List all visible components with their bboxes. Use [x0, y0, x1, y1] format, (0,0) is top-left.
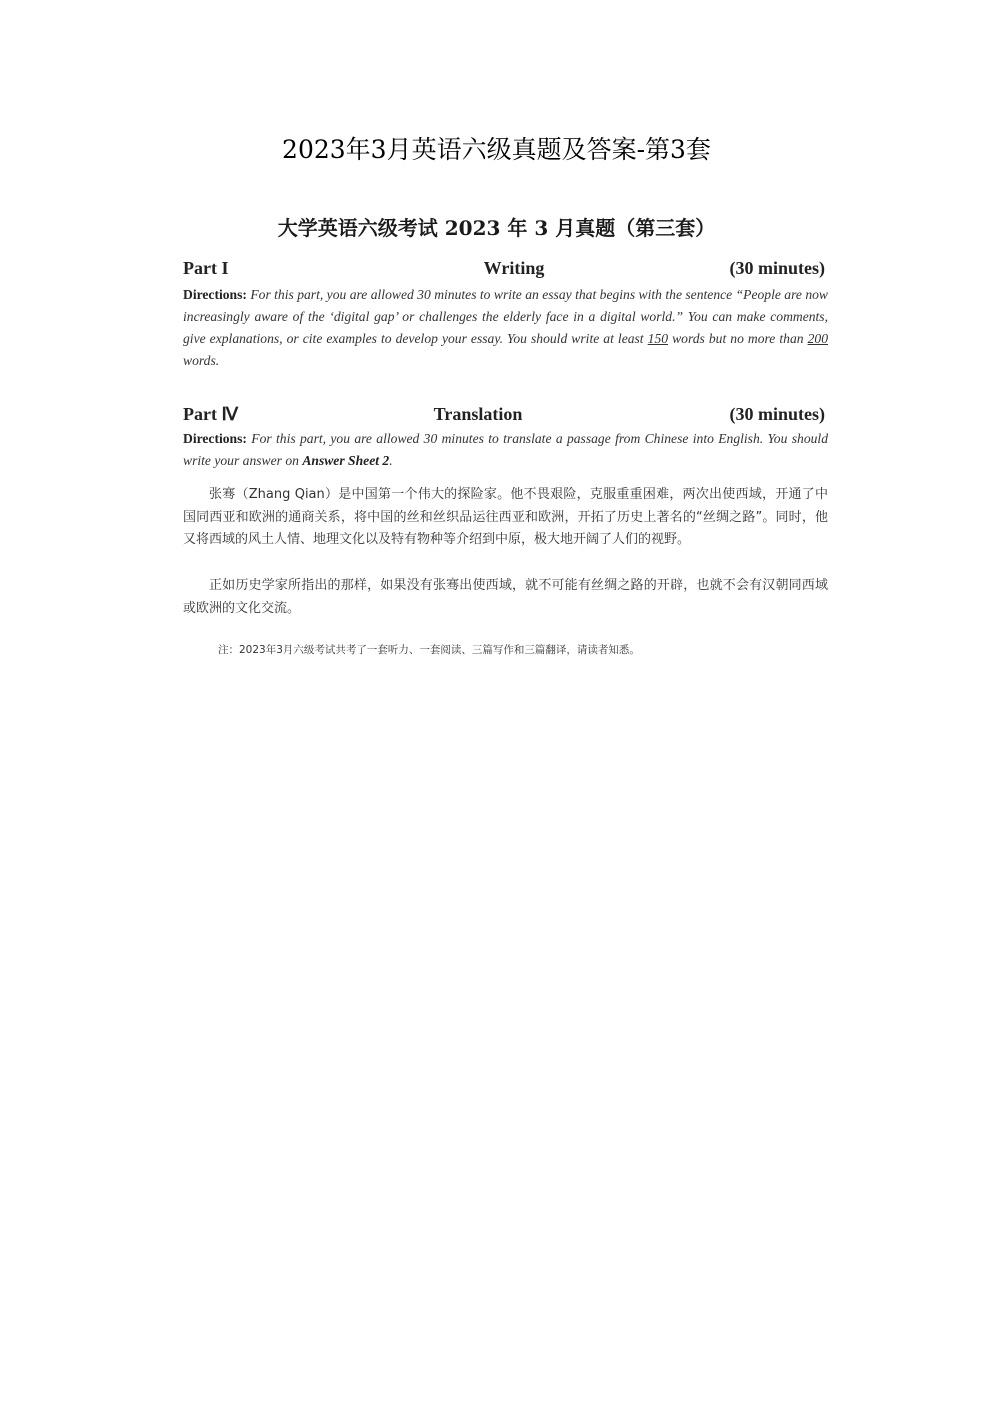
part1-directions-text-2: words but no more than [668, 331, 808, 346]
part1-directions-text: For this part, you are allowed 30 minutes to write an essay that begins with the sentence “People are now increasingly aware of the ‘digital gap’ or challenges the elderly face in a digital world.” You can make comments, give explanations, or cite examples to develop your essay. You should write at least [183, 287, 828, 346]
footnote: 注：2023年3月六级考试共考了一套听力、一套阅读、三篇写作和三篇翻译，请读者知悉。 [218, 644, 640, 656]
part4-answer-sheet: Answer Sheet 2 [302, 453, 390, 468]
part1-min-words: 150 [647, 331, 669, 346]
translation-paragraph-1: 张骞（Zhang Qian）是中国第一个伟大的探险家。他不畏艰险，克服重重困难，两次出使西域，开通了中国同西亚和欧洲的通商关系，将中国的丝和丝织品运往西亚和欧洲，开拓了历史上著名的“丝绸之路”。同时，他又将西域的风土人情、地理文化以及特有物种等介绍到中原，极大地开阔了人们的视野。 [183, 487, 828, 547]
part4-directions-text: For this part, you are allowed 30 minutes to translate a passage from Chinese into English. You should write your answer on [183, 431, 828, 468]
part4-section-title: Translation [433, 404, 523, 424]
part4-directions-label: Directions: [183, 431, 247, 446]
part4-time-limit: (30 minutes) [729, 404, 825, 424]
part1-max-words: 200 [807, 331, 828, 346]
part1-header [183, 258, 825, 282]
part1-number: Part I [183, 258, 229, 278]
part1-directions-label: Directions: [183, 287, 247, 302]
part4-number: Part Ⅳ [183, 404, 239, 424]
exam-title: 大学英语六级考试 2023 年 3 月真题（第三套） [277, 216, 716, 240]
part4-directions [183, 428, 828, 472]
document-title: 2023年3月英语六级真题及答案-第3套 [282, 135, 711, 164]
part1-time-limit: (30 minutes) [729, 258, 825, 278]
part1-section-title: Writing [483, 258, 545, 278]
part1-directions [183, 284, 828, 372]
part1-directions-text-3: words. [183, 353, 220, 368]
part4-header [183, 404, 825, 428]
part4-directions-text-2: . [389, 453, 393, 468]
translation-paragraph-2: 正如历史学家所指出的那样，如果没有张骞出使西域，就不可能有丝绸之路的开辟，也就不会有汉朝同西域或欧洲的文化交流。 [183, 578, 828, 616]
